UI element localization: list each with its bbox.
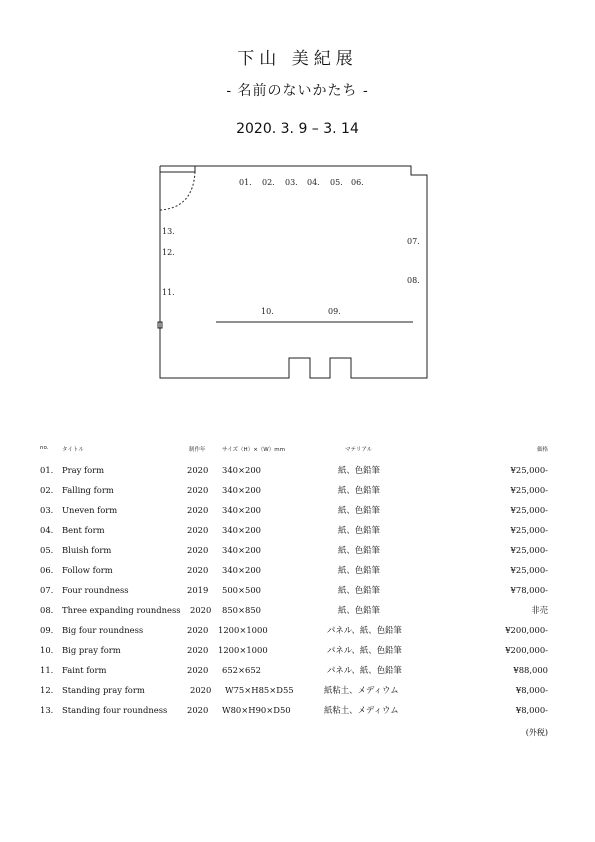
table-row bbox=[0, 604, 595, 624]
table-row bbox=[0, 624, 595, 644]
plan-label-09: 09. bbox=[328, 307, 341, 316]
row-no: 04. bbox=[40, 525, 54, 535]
row-year: 2020 bbox=[187, 525, 209, 535]
row-year: 2020 bbox=[187, 465, 209, 475]
row-title: Faint form bbox=[62, 665, 107, 675]
floor-plan-walls bbox=[160, 166, 427, 378]
plan-label-06: 06. bbox=[351, 178, 364, 187]
row-title: Standing four roundness bbox=[62, 705, 168, 715]
row-size: 340×200 bbox=[222, 545, 261, 555]
plan-label-13: 13. bbox=[162, 227, 175, 236]
row-title: Pray form bbox=[62, 465, 105, 475]
row-size: 500×500 bbox=[222, 585, 261, 595]
row-no: 11. bbox=[40, 665, 54, 675]
row-year: 2020 bbox=[187, 665, 209, 675]
header-year: 制作年 bbox=[189, 447, 206, 453]
plan-label-04: 04. bbox=[307, 178, 320, 187]
row-no: 13. bbox=[40, 705, 54, 715]
row-title: Three expanding roundness bbox=[62, 605, 181, 615]
plan-label-05: 05. bbox=[330, 178, 343, 187]
row-material: 紙、色鉛筆 bbox=[338, 565, 380, 575]
row-year: 2020 bbox=[190, 605, 212, 615]
row-material: 紙、色鉛筆 bbox=[338, 525, 380, 535]
row-material: 紙、色鉛筆 bbox=[338, 605, 380, 615]
row-size: 850×850 bbox=[222, 605, 261, 615]
row-price: ¥25,000- bbox=[510, 485, 548, 495]
row-year: 2020 bbox=[187, 485, 209, 495]
row-price: 非売 bbox=[531, 605, 548, 615]
row-price: ¥25,000- bbox=[510, 505, 548, 515]
row-price: ¥200,000- bbox=[505, 645, 548, 655]
row-year: 2019 bbox=[187, 585, 209, 595]
table-row bbox=[0, 504, 595, 524]
row-size: 340×200 bbox=[222, 465, 261, 475]
table-row bbox=[0, 524, 595, 544]
row-title: Bluish form bbox=[62, 545, 112, 555]
plan-label-01: 01. bbox=[239, 178, 252, 187]
plan-label-08: 08. bbox=[407, 276, 420, 285]
row-no: 06. bbox=[40, 565, 54, 575]
table-row bbox=[0, 704, 595, 724]
row-no: 03. bbox=[40, 505, 54, 515]
row-no: 01. bbox=[40, 465, 54, 475]
row-price: ¥88,000 bbox=[513, 665, 548, 675]
table-row bbox=[0, 544, 595, 564]
table-row bbox=[0, 684, 595, 704]
row-title: Falling form bbox=[62, 485, 114, 495]
header-size: サイズ（H）×（W）mm bbox=[222, 447, 285, 453]
row-material: 紙、色鉛筆 bbox=[338, 545, 380, 555]
row-title: Big four roundness bbox=[62, 625, 144, 635]
floor-plan bbox=[155, 158, 435, 383]
table-row bbox=[0, 484, 595, 504]
row-year: 2020 bbox=[187, 545, 209, 555]
row-material: 紙、色鉛筆 bbox=[338, 585, 380, 595]
row-no: 10. bbox=[40, 645, 54, 655]
row-size: 340×200 bbox=[222, 525, 261, 535]
row-price: ¥25,000- bbox=[510, 465, 548, 475]
row-year: 2020 bbox=[187, 505, 209, 515]
row-no: 08. bbox=[40, 605, 54, 615]
row-material: 紙粘土、メディウム bbox=[324, 685, 399, 695]
row-year: 2020 bbox=[187, 565, 209, 575]
row-size: 652×652 bbox=[222, 665, 261, 675]
row-material: 紙、色鉛筆 bbox=[338, 505, 380, 515]
plan-label-03: 03. bbox=[285, 178, 298, 187]
row-size: 1200×1000 bbox=[218, 645, 268, 655]
row-material: 紙、色鉛筆 bbox=[338, 485, 380, 495]
exhibition-title: 下山 美紀展 bbox=[237, 49, 358, 69]
row-material: 紙粘土、メディウム bbox=[324, 705, 399, 715]
table-row bbox=[0, 644, 595, 664]
row-no: 12. bbox=[40, 685, 54, 695]
row-price: ¥200,000- bbox=[505, 625, 548, 635]
plan-label-02: 02. bbox=[262, 178, 275, 187]
row-price: ¥8,000- bbox=[515, 705, 548, 715]
table-row bbox=[0, 464, 595, 484]
row-material: パネル、紙、色鉛筆 bbox=[327, 625, 402, 635]
tax-note: (外税) bbox=[525, 728, 548, 737]
row-size: 1200×1000 bbox=[218, 625, 268, 635]
row-size: 340×200 bbox=[222, 505, 261, 515]
row-title: Follow form bbox=[62, 565, 113, 575]
table-row bbox=[0, 664, 595, 684]
row-price: ¥78,000- bbox=[510, 585, 548, 595]
row-title: Standing pray form bbox=[62, 685, 145, 695]
row-title: Big pray form bbox=[62, 645, 121, 655]
row-no: 07. bbox=[40, 585, 54, 595]
header-price: 価格 bbox=[536, 447, 548, 453]
row-year: 2020 bbox=[187, 705, 209, 715]
row-price: ¥25,000- bbox=[510, 525, 548, 535]
row-no: 02. bbox=[40, 485, 54, 495]
row-no: 09. bbox=[40, 625, 54, 635]
header-no: no. bbox=[40, 445, 49, 451]
header-title: タイトル bbox=[62, 447, 84, 453]
exhibition-date: 2020. 3. 9 – 3. 14 bbox=[236, 121, 359, 137]
row-title: Bent form bbox=[62, 525, 105, 535]
row-material: 紙、色鉛筆 bbox=[338, 465, 380, 475]
row-year: 2020 bbox=[190, 685, 212, 695]
row-size: W75×H85×D55 bbox=[225, 685, 294, 695]
plan-label-11: 11. bbox=[162, 288, 175, 297]
row-title: Uneven form bbox=[62, 505, 118, 515]
row-year: 2020 bbox=[187, 645, 209, 655]
table-row bbox=[0, 584, 595, 604]
row-price: ¥25,000- bbox=[510, 565, 548, 575]
header-material: マテリアル bbox=[345, 447, 373, 453]
row-title: Four roundness bbox=[62, 585, 129, 595]
exhibition-subtitle: - 名前のないかたち - bbox=[226, 83, 369, 99]
row-price: ¥25,000- bbox=[510, 545, 548, 555]
table-row bbox=[0, 564, 595, 584]
door-swing bbox=[160, 172, 195, 210]
row-size: 340×200 bbox=[222, 485, 261, 495]
row-size: 340×200 bbox=[222, 565, 261, 575]
row-material: パネル、紙、色鉛筆 bbox=[327, 665, 402, 675]
row-size: W80×H90×D50 bbox=[222, 705, 291, 715]
row-price: ¥8,000- bbox=[515, 685, 548, 695]
plan-label-10: 10. bbox=[261, 307, 274, 316]
plan-label-12: 12. bbox=[162, 248, 175, 257]
row-material: パネル、紙、色鉛筆 bbox=[327, 645, 402, 655]
plan-label-07: 07. bbox=[407, 237, 420, 246]
row-year: 2020 bbox=[187, 625, 209, 635]
row-no: 05. bbox=[40, 545, 54, 555]
